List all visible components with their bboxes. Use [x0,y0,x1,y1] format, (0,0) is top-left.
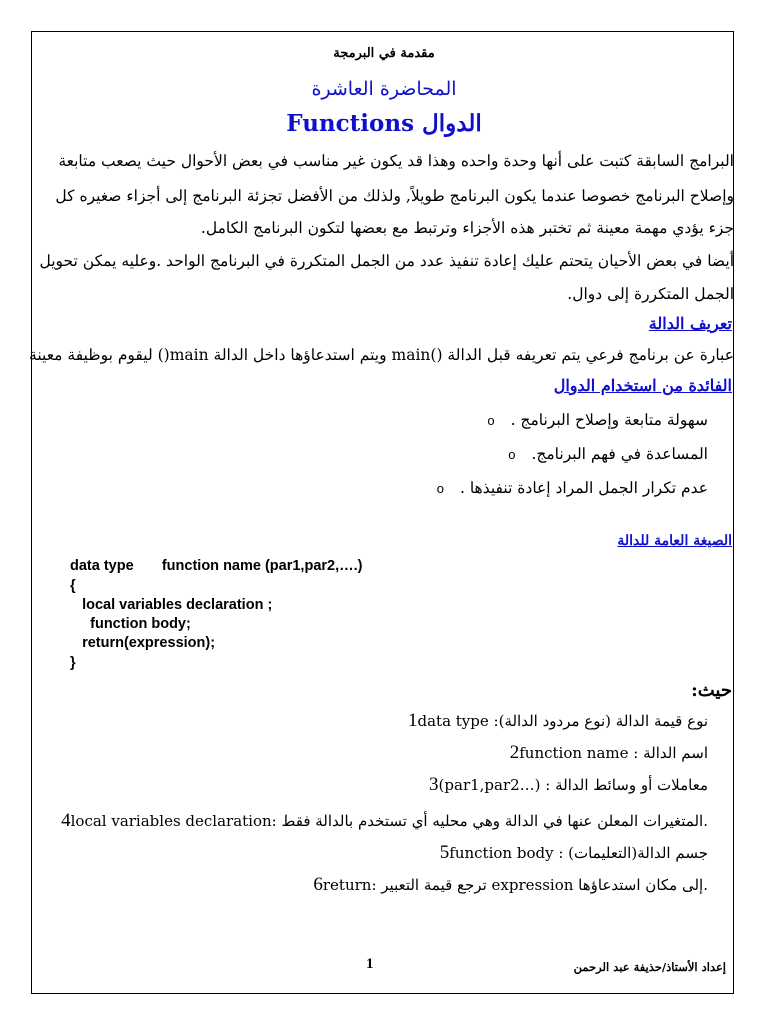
code-line: return(expression); [70,635,216,651]
page-title: الدوال Functions [286,110,482,137]
item-number: 1 [408,710,418,731]
definition-item [398,710,708,732]
item-text: local variables declaration: المتغيرات المعلن عنها في الدالة وهي محليه أي تستخدم بالدالة فقط. [70,812,708,830]
intro-line: أيضا في بعض الأحيان يتحتم عليك إعادة تنفيذ عدد من الجمل المتكررة في البرنامج الواحد .وعليه يمكن تحويل [39,252,734,270]
lecture-number: المحاضرة العاشرة [311,78,457,100]
item-text: data type :نوع قيمة الدالة (نوع مردود الدالة) [417,712,708,730]
benefits-heading: الفائدة من استخدام الدوال [553,376,732,395]
definition-item [51,810,708,832]
intro-line: وإصلاح البرنامج خصوصا عندما يكون البرنامج طويلاً, ولذلك من الأفضل تجزئة البرنامج إلى أجزاء صغيره كل [55,187,734,205]
definition-item [303,874,708,896]
code-line: } [70,655,76,671]
item-number: 3 [429,774,439,795]
page-number: 1 [366,956,374,972]
benefit-item: عدم تكرار الجمل المراد إعادة تنفيذها . o [437,479,708,497]
item-number: 2 [509,742,520,763]
benefit-item: المساعدة في فهم البرنامج. o [508,445,708,463]
item-number: 6 [313,874,323,895]
definition-item [430,842,708,864]
definition-item [419,774,708,796]
item-text: return: ترجع قيمة التعبير expression إلى مكان استدعاؤها. [322,876,708,894]
item-number: 4 [61,810,71,831]
item-text: (par1,par2…) : معاملات أو وسائط الدالة [438,776,708,794]
author-credit: إعداد الأستاذ/حذيفة عبد الرحمن [573,960,726,974]
syntax-heading: الصيغة العامة للدالة [617,533,732,549]
definition-heading: تعريف الدالة [648,314,732,333]
course-name: مقدمة في البرمجة [333,46,435,61]
code-line: { [70,578,76,594]
benefit-item: سهولة متابعة وإصلاح البرنامج . o [487,411,708,429]
where-label: حيث: [691,680,732,701]
definition-text: عبارة عن برنامج فرعي يتم تعريفه قبل الدالة ()main ويتم استدعاؤها داخل الدالة main() ليقوم بوظيفة معينة [29,346,734,364]
intro-line: جزء يؤدي مهمة معينة ثم تختبر هذه الأجزاء وترتبط مع بعضها لتكون البرنامج الكامل. [200,219,734,237]
item-text: function name : اسم الدالة [519,744,708,762]
code-line: function body; [70,616,191,632]
code-line: local variables declaration ; [70,597,273,613]
intro-line: البرامج السابقة كتبت على أنها وحدة واحده وهذا قد يكون غير مناسب في بعض الأحوال حيث يصعب متابعة [58,152,734,170]
item-number: 5 [439,842,450,863]
definition-item [500,742,708,764]
code-line: data type function name (par1,par2,….) [70,558,363,574]
intro-line: الجمل المتكررة إلى دوال. [567,285,734,303]
item-text: function body : جسم الدالة(التعليمات) [449,844,708,862]
